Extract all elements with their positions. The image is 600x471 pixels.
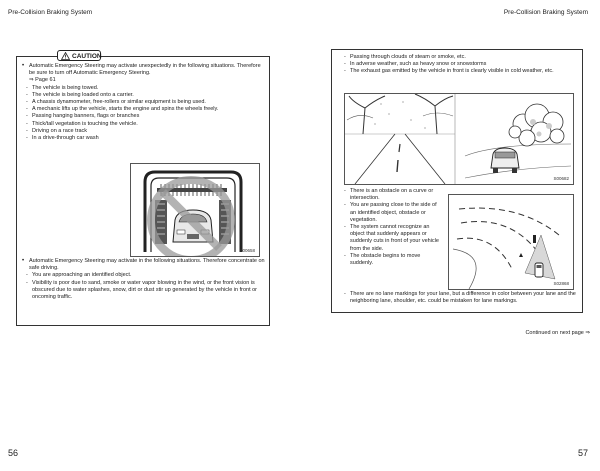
caution-box [16,56,270,326]
curve-road-illustration [448,194,574,290]
list-item: - A mechanic lifts up the vehicle, starts the engine and spins the wheels freely. [21,106,265,113]
list-item: - Driving on a race track [21,128,265,135]
caution-label [57,50,101,61]
warning-icon [61,52,70,60]
figure-code: S00658 [239,248,255,253]
caution-bullet-2: • Automatic Emergency Steering may activate in the following situations. Therefore concentrate on safe driving. [21,258,265,272]
list-item: - A chassis dynamometer, free-rollers or similar equipment is being used. [21,99,265,106]
list-item: - You are approaching an identified object. [21,272,265,279]
list-item: - Visibility is poor due to sand, smoke or water vapor blowing in the wind, or the front vision is obscured due to water splashes, snow, dirt or dust stir up generated by the vehicle in front or oncoming traffic. [21,280,265,302]
figure-code: S02868 [553,281,569,286]
list-item: - The obstacle begins to move suddenly. [344,253,442,267]
list-item: - The vehicle is being towed. [21,85,265,92]
page-reference: ⇒ Page 61 [29,77,56,84]
road-smoke-illustration [344,93,574,185]
list-item: - There are no lane markings for your lane, but a difference in color between your lane and the neighboring lane, shoulder, etc. could be mistaken for lane markings. [344,291,576,305]
caution-box-continued [331,49,583,313]
figure-code: S00682 [553,176,569,181]
curve-road-drawing [449,195,573,289]
list-item: - Passing through clouds of steam or smoke, etc. [344,54,576,61]
continued-note: Continued on next page ⇒ [525,330,590,336]
caution-bullet-1: • Automatic Emergency Steering may activate unexpectedly in the following situations. Therefore be sure to turn off Automatic Emergency Steering. [21,63,265,77]
right-page-header: Pre-Collision Braking System [503,9,588,16]
left-page-number: 56 [8,448,19,458]
list-item: - In adverse weather, such as heavy snow or snowstorms [344,61,576,68]
list-item: - There is an obstacle on a curve or intersection. [344,188,442,202]
list-item: - You are passing close to the side of an identified object, obstacle or vegetation. [344,202,442,224]
left-page-header: Pre-Collision Braking System [8,9,93,16]
car-wash-drawing [131,164,259,256]
car-wash-illustration [130,163,260,257]
list-item: - In a drive-through car wash [21,135,265,142]
right-page-number: 57 [577,448,588,458]
road-smoke-drawing [345,94,573,184]
list-item: - Passing hanging banners, flags or branches [21,113,265,120]
list-item: - Thick/tall vegetation is touching the vehicle. [21,121,265,128]
list-item: - The exhaust gas emitted by the vehicle in front is clearly visible in cold weather, etc. [344,68,576,75]
caution-text: CAUTION [72,53,102,60]
list-item: - The vehicle is being loaded onto a carrier. [21,92,265,99]
list-item: - The system cannot recognize an object that suddenly appears or suddenly cuts in front of your vehicle from the side. [344,224,442,253]
